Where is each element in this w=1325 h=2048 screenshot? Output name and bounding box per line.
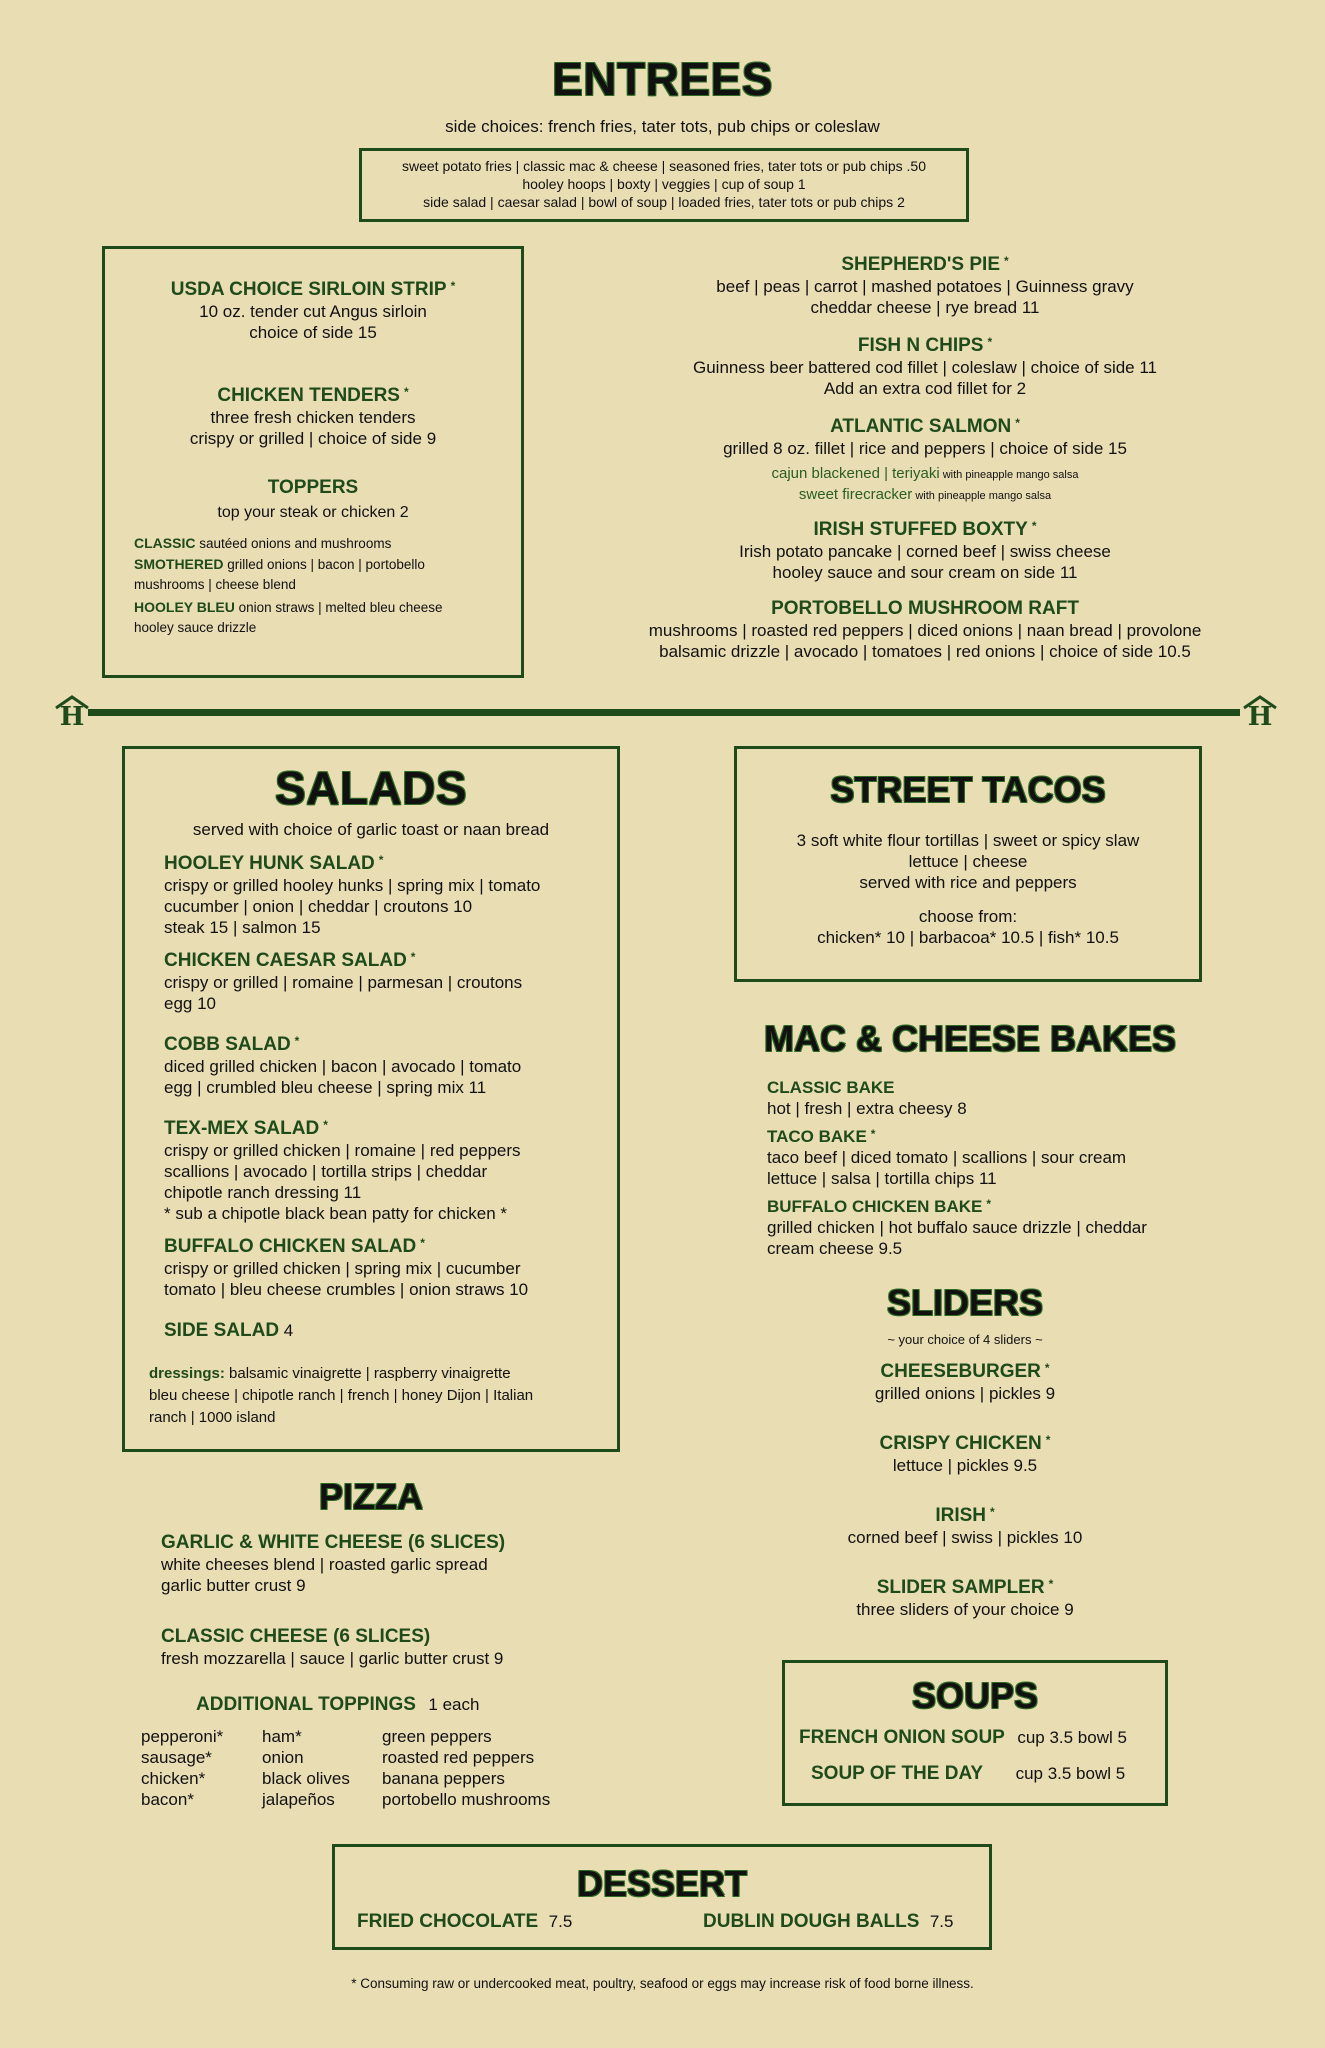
pizza-item bbox=[161, 1532, 621, 1596]
salad-cobb-name: COBB SALAD * bbox=[164, 1034, 300, 1055]
slider-desc: three sliders of your choice 9 bbox=[856, 1600, 1074, 1619]
tacos-desc-1: 3 soft white flour tortillas | sweet or spicy slaw bbox=[796, 831, 1140, 850]
slider-cheeseburger-name: CHEESEBURGER * bbox=[880, 1361, 1050, 1382]
raft-desc-1: mushrooms | roasted red peppers | diced onions | naan bread | provolone bbox=[648, 621, 1202, 640]
sliders-subtitle: ~ your choice of 4 sliders ~ bbox=[887, 1332, 1043, 1347]
pizza-desc: fresh mozzarella | sauce | garlic butter crust 9 bbox=[161, 1649, 504, 1668]
dessert-fried-chocolate-name: FRIED CHOCOLATE bbox=[357, 1911, 539, 1932]
street-tacos-box bbox=[734, 746, 1202, 982]
mac-item bbox=[767, 1197, 1227, 1259]
mac-item bbox=[767, 1127, 1227, 1189]
upgrade-line-2: hooley hoops | boxty | veggies | cup of soup 1 bbox=[522, 176, 806, 192]
side-upgrades-box bbox=[359, 148, 969, 222]
tacos-desc-2: lettuce | cheese bbox=[908, 852, 1028, 871]
pizza-title: PIZZA bbox=[319, 1476, 423, 1517]
dressings-line-3: ranch | 1000 island bbox=[149, 1409, 276, 1426]
toppers-list bbox=[134, 533, 514, 638]
salad-desc: cucumber | onion | cheddar | croutons 10 bbox=[164, 897, 473, 916]
slider-item bbox=[760, 1433, 1170, 1476]
soup-prices: cup 3.5 bowl 5 bbox=[1015, 1764, 1126, 1783]
mac-desc: grilled chicken | hot buffalo sauce drizzle | cheddar bbox=[767, 1218, 1147, 1237]
salads-title: SALADS bbox=[274, 762, 468, 814]
boxty-desc-2: hooley sauce and sour cream on side 11 bbox=[772, 563, 1078, 582]
dessert-price: 7.5 bbox=[929, 1912, 954, 1931]
topper-bleu-label: HOOLEY BLEU bbox=[134, 599, 235, 615]
menu-item-boxty-name: IRISH STUFFED BOXTY * bbox=[813, 519, 1037, 540]
salad-desc: crispy or grilled chicken | romaine | red peppers bbox=[164, 1141, 521, 1160]
slider-desc: corned beef | swiss | pickles 10 bbox=[847, 1528, 1083, 1547]
mac-cheese-list bbox=[767, 1078, 1227, 1259]
street-tacos-title: STREET TACOS bbox=[830, 769, 1106, 810]
slider-item bbox=[760, 1505, 1170, 1548]
topping-item: chicken* bbox=[141, 1769, 206, 1788]
salad-item bbox=[164, 1034, 604, 1098]
section-divider-line bbox=[88, 709, 1240, 716]
slider-desc: grilled onions | pickles 9 bbox=[874, 1384, 1056, 1403]
fish-desc-2: Add an extra cod fillet for 2 bbox=[823, 379, 1027, 398]
tenders-desc-2: crispy or grilled | choice of side 9 bbox=[189, 429, 437, 448]
entrees-title: ENTREES bbox=[552, 53, 773, 105]
side-salad-price: 4 bbox=[279, 1321, 294, 1340]
toppings-col-1 bbox=[141, 1726, 223, 1810]
shepherd-desc-2: cheddar cheese | rye bread 11 bbox=[810, 298, 1040, 317]
toppings-header bbox=[196, 1694, 479, 1716]
topping-item: black olives bbox=[262, 1769, 350, 1788]
toppings-col-3 bbox=[382, 1726, 550, 1810]
topping-item: jalapeños bbox=[262, 1790, 335, 1809]
dressings-line-1: balsamic vinaigrette | raspberry vinaigrette bbox=[224, 1365, 511, 1382]
pizza-list bbox=[161, 1532, 621, 1669]
salad-desc: steak 15 | salmon 15 bbox=[164, 918, 321, 937]
topping-item: bacon* bbox=[141, 1790, 194, 1809]
salmon-opt1: cajun blackened | teriyaki bbox=[771, 465, 940, 482]
topper-classic-label: CLASSIC bbox=[134, 535, 196, 551]
dessert-title: DESSERT bbox=[576, 1863, 748, 1904]
salad-texmex-name: TEX-MEX SALAD * bbox=[164, 1118, 328, 1139]
topping-item: onion bbox=[262, 1748, 304, 1767]
soup-row bbox=[811, 1763, 1171, 1785]
salad-side bbox=[164, 1320, 604, 1342]
soup-row bbox=[799, 1727, 1159, 1749]
divider-logo-right: H bbox=[1240, 694, 1280, 734]
toppings-col-2 bbox=[262, 1726, 350, 1810]
dessert-item bbox=[703, 1911, 953, 1933]
soups-title: SOUPS bbox=[911, 1675, 1039, 1716]
slider-irish-name: IRISH * bbox=[935, 1505, 995, 1526]
salad-hooley-hunk-name: HOOLEY HUNK SALAD * bbox=[164, 853, 384, 874]
topping-item: green peppers bbox=[382, 1727, 492, 1746]
entrees-left-box bbox=[102, 246, 524, 678]
salad-buffalo-name: BUFFALO CHICKEN SALAD * bbox=[164, 1236, 425, 1257]
dressings bbox=[149, 1363, 609, 1429]
mac-desc: lettuce | salsa | tortilla chips 11 bbox=[767, 1169, 997, 1188]
topper-classic-text: sautéed onions and mushrooms bbox=[195, 536, 392, 551]
topping-item: roasted red peppers bbox=[382, 1748, 535, 1767]
tenders-desc-1: three fresh chicken tenders bbox=[210, 408, 416, 427]
pizza-desc: garlic butter crust 9 bbox=[161, 1576, 306, 1595]
salad-desc: diced grilled chicken | bacon | avocado | tomato bbox=[164, 1057, 522, 1076]
pizza-item bbox=[161, 1626, 621, 1669]
salad-desc: crispy or grilled | romaine | parmesan | croutons bbox=[164, 973, 523, 992]
sirloin-desc-2: choice of side 15 bbox=[249, 323, 377, 342]
dessert-dublin-dough-balls-name: DUBLIN DOUGH BALLS bbox=[703, 1911, 920, 1932]
topper-smothered-text-2: mushrooms | cheese blend bbox=[134, 577, 296, 592]
slider-item bbox=[760, 1361, 1170, 1404]
toppers-title: TOPPERS bbox=[267, 477, 359, 498]
dessert-item bbox=[357, 1911, 572, 1933]
salad-desc: scallions | avocado | tortilla strips | cheddar bbox=[164, 1162, 488, 1181]
dressings-label: dressings: bbox=[149, 1365, 225, 1382]
salad-desc: crispy or grilled hooley hunks | spring mix | tomato bbox=[164, 876, 541, 895]
mac-buffalo-name: BUFFALO CHICKEN BAKE * bbox=[767, 1197, 992, 1216]
salmon-desc: grilled 8 oz. fillet | rice and peppers | choice of side 15 bbox=[723, 439, 1127, 458]
salad-item bbox=[164, 853, 604, 938]
menu-item-shepherd-name: SHEPHERD'S PIE * bbox=[841, 254, 1009, 275]
slider-crispy-chicken-name: CRISPY CHICKEN * bbox=[879, 1433, 1051, 1454]
salad-caesar-name: CHICKEN CAESAR SALAD * bbox=[164, 950, 416, 971]
salads-intro: served with choice of garlic toast or naan bread bbox=[192, 820, 550, 839]
dessert-box bbox=[332, 1844, 992, 1950]
toppers-line: top your steak or chicken 2 bbox=[217, 504, 409, 521]
slider-item bbox=[760, 1577, 1170, 1620]
shepherd-desc-1: beef | peas | carrot | mashed potatoes | Guinness gravy bbox=[716, 277, 1134, 296]
salad-desc: crispy or grilled chicken | spring mix | cucumber bbox=[164, 1259, 521, 1278]
tacos-options: chicken* 10 | barbacoa* 10.5 | fish* 10.5 bbox=[817, 928, 1119, 947]
salad-desc: egg | crumbled bleu cheese | spring mix 11 bbox=[164, 1078, 487, 1097]
pizza-desc: white cheeses blend | roasted garlic spread bbox=[161, 1555, 488, 1574]
topping-item: sausage* bbox=[141, 1748, 212, 1767]
salad-item bbox=[164, 950, 604, 1014]
tacos-desc-3: served with rice and peppers bbox=[859, 873, 1077, 892]
sliders-section bbox=[760, 1282, 1170, 1620]
salad-desc: egg 10 bbox=[164, 994, 216, 1013]
fish-desc-1: Guinness beer battered cod fillet | coleslaw | choice of side 11 bbox=[693, 358, 1157, 377]
salads-box bbox=[122, 746, 620, 1452]
divider-logo-left: H bbox=[52, 694, 92, 734]
tacos-choose: choose from: bbox=[918, 907, 1018, 926]
slider-desc: lettuce | pickles 9.5 bbox=[892, 1456, 1038, 1475]
mac-desc: cream cheese 9.5 bbox=[767, 1239, 903, 1258]
salad-desc: * sub a chipotle black bean patty for chicken * bbox=[164, 1204, 508, 1223]
topping-item: banana peppers bbox=[382, 1769, 505, 1788]
pizza-garlic-name: GARLIC & WHITE CHEESE (6 SLICES) bbox=[161, 1532, 506, 1553]
upgrade-line-3: side salad | caesar salad | bowl of soup | loaded fries, tater tots or pub chips 2 bbox=[423, 194, 905, 210]
soup-of-day-name: SOUP OF THE DAY bbox=[811, 1763, 984, 1784]
topper-bleu-text-2: hooley sauce drizzle bbox=[134, 620, 257, 635]
soups-box bbox=[782, 1660, 1168, 1806]
salad-item bbox=[164, 1236, 604, 1300]
sirloin-desc-1: 10 oz. tender cut Angus sirloin bbox=[199, 302, 427, 321]
topping-item: pepperoni* bbox=[141, 1727, 224, 1746]
topper-bleu-text: onion straws | melted bleu cheese bbox=[234, 600, 443, 615]
sliders-title: SLIDERS bbox=[886, 1282, 1044, 1323]
toppings-title: ADDITIONAL TOPPINGS bbox=[196, 1694, 416, 1715]
mac-taco-name: TACO BAKE * bbox=[767, 1127, 876, 1146]
menu-item-salmon-name: ATLANTIC SALMON * bbox=[830, 416, 1020, 437]
salmon-opt2: sweet firecracker bbox=[798, 486, 913, 503]
topping-item: ham* bbox=[262, 1727, 302, 1746]
menu-item-sirloin-name: USDA CHOICE SIRLOIN STRIP * bbox=[170, 279, 456, 300]
pizza-classic-name: CLASSIC CHEESE (6 SLICES) bbox=[161, 1626, 431, 1647]
mac-desc: hot | fresh | extra cheesy 8 bbox=[767, 1099, 967, 1118]
mac-cheese-title: MAC & CHEESE BAKES bbox=[763, 1018, 1177, 1059]
topper-smothered-label: SMOTHERED bbox=[134, 556, 224, 572]
dessert-price: 7.5 bbox=[548, 1912, 573, 1931]
salad-item bbox=[164, 1118, 604, 1224]
tacos-details bbox=[737, 830, 1199, 948]
mac-item bbox=[767, 1078, 1227, 1119]
mac-desc: taco beef | diced tomato | scallions | sour cream bbox=[767, 1148, 1127, 1167]
slider-sampler-name: SLIDER SAMPLER * bbox=[876, 1577, 1054, 1598]
soup-prices: cup 3.5 bowl 5 bbox=[1017, 1728, 1127, 1747]
entrees-right-column bbox=[560, 254, 1290, 662]
salad-desc: chipotle ranch dressing 11 bbox=[164, 1183, 362, 1202]
menu-item-tenders-name: CHICKEN TENDERS * bbox=[217, 385, 409, 406]
mac-classic-name: CLASSIC BAKE bbox=[767, 1078, 895, 1097]
side-salad-name: SIDE SALAD bbox=[164, 1320, 280, 1341]
salads-list bbox=[164, 853, 604, 1342]
boxty-desc-1: Irish potato pancake | corned beef | swiss cheese bbox=[739, 542, 1111, 561]
toppings-price: 1 each bbox=[428, 1695, 480, 1714]
menu-item-raft-name: PORTOBELLO MUSHROOM RAFT bbox=[771, 598, 1079, 619]
dressings-line-2: bleu cheese | chipotle ranch | french | honey Dijon | Italian bbox=[149, 1387, 534, 1404]
menu-item-fish-name: FISH N CHIPS * bbox=[857, 335, 993, 356]
topper-smothered-text: grilled onions | bacon | portobello bbox=[223, 557, 425, 572]
salad-desc: tomato | bleu cheese crumbles | onion straws 10 bbox=[164, 1280, 529, 1299]
food-safety-disclaimer: * Consuming raw or undercooked meat, poultry, seafood or eggs may increase risk of food borne illness. bbox=[351, 1976, 974, 1991]
topping-item: portobello mushrooms bbox=[382, 1790, 551, 1809]
side-choices: side choices: french fries, tater tots, pub chips or coleslaw bbox=[445, 117, 880, 136]
soup-french-onion-name: FRENCH ONION SOUP bbox=[799, 1727, 1005, 1748]
salmon-options: cajun blackened | teriyaki with pineapple mango salsa sweet firecracker with pineapple mango salsa bbox=[771, 465, 1079, 503]
raft-desc-2: balsamic drizzle | avocado | tomatoes | red onions | choice of side 10.5 bbox=[659, 642, 1191, 661]
upgrade-line-1: sweet potato fries | classic mac & cheese | seasoned fries, tater tots or pub chips .50 bbox=[402, 158, 926, 174]
